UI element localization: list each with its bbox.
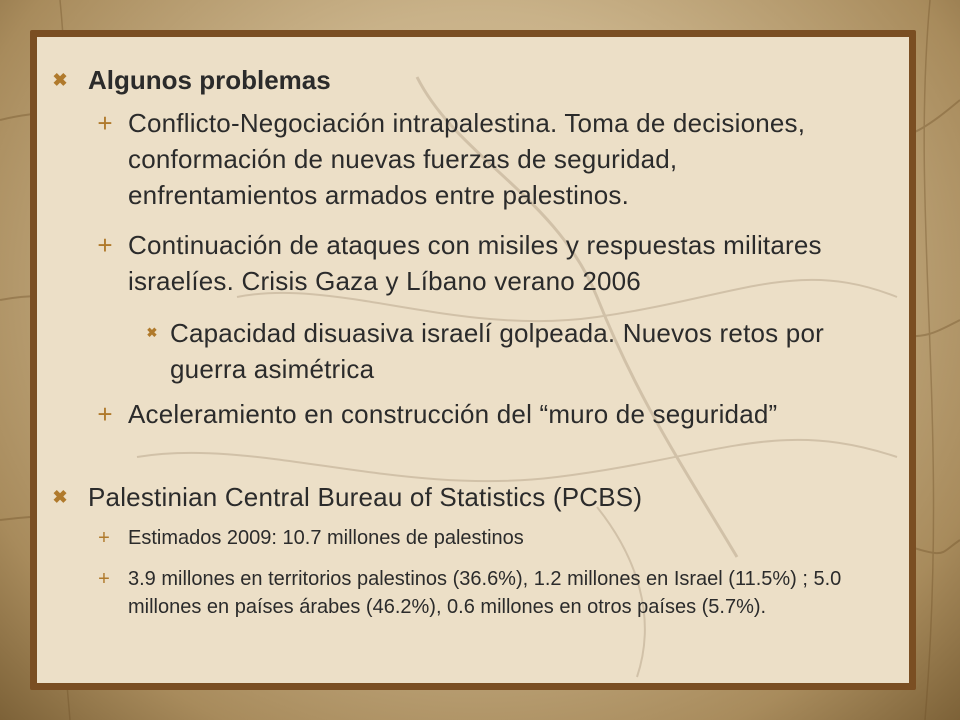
slide-content (37, 37, 909, 683)
bullet-item-level3 (145, 315, 865, 387)
bullet-text: Aceleramiento en construcción del “muro de seguridad” (128, 399, 778, 429)
x-bullet-icon: ✖ (52, 486, 68, 507)
bullet-text: Palestinian Central Bureau of Statistics (PCBS) (88, 482, 643, 512)
bullet-text: Conflicto-Negociación intrapalestina. Toma de decisiones, conformación de nuevas fuerzas de seguridad, enfrentamientos armados entre palestinos. (128, 108, 806, 210)
plus-bullet-icon: + (97, 230, 113, 260)
x-bullet-icon: ✖ (52, 69, 68, 90)
bullet-text: 3.9 millones en territorios palestinos (36.6%), 1.2 millones en Israel (11.5%) ; 5.0 millones en países árabes (46.2%), 0.6 millones en otros países (5.7%). (128, 568, 842, 618)
plus-bullet-icon: + (98, 527, 110, 549)
bullet-text: Capacidad disuasiva israelí golpeada. Nuevos retos por guerra asimétrica (170, 318, 824, 384)
plus-bullet-icon: + (97, 108, 113, 138)
bullet-item-level2 (95, 227, 875, 299)
bullet-item-level2 (95, 105, 875, 213)
bullet-text: Estimados 2009: 10.7 millones de palestinos (128, 527, 524, 549)
bullet-item-level2 (95, 524, 875, 552)
bullet-item-level1 (51, 64, 871, 96)
bullet-item-level2 (95, 565, 875, 621)
bullet-text: Continuación de ataques con misiles y respuestas militares israelíes. Crisis Gaza y Líbano verano 2006 (128, 230, 822, 296)
bullet-item-level1 (51, 479, 891, 515)
plus-bullet-icon: + (97, 399, 113, 429)
bullet-text: Algunos problemas (88, 65, 331, 95)
bullet-item-level2 (95, 396, 875, 432)
slide-panel (37, 37, 909, 683)
x-bullet-icon: ✖ (146, 325, 158, 340)
plus-bullet-icon: + (98, 568, 110, 590)
